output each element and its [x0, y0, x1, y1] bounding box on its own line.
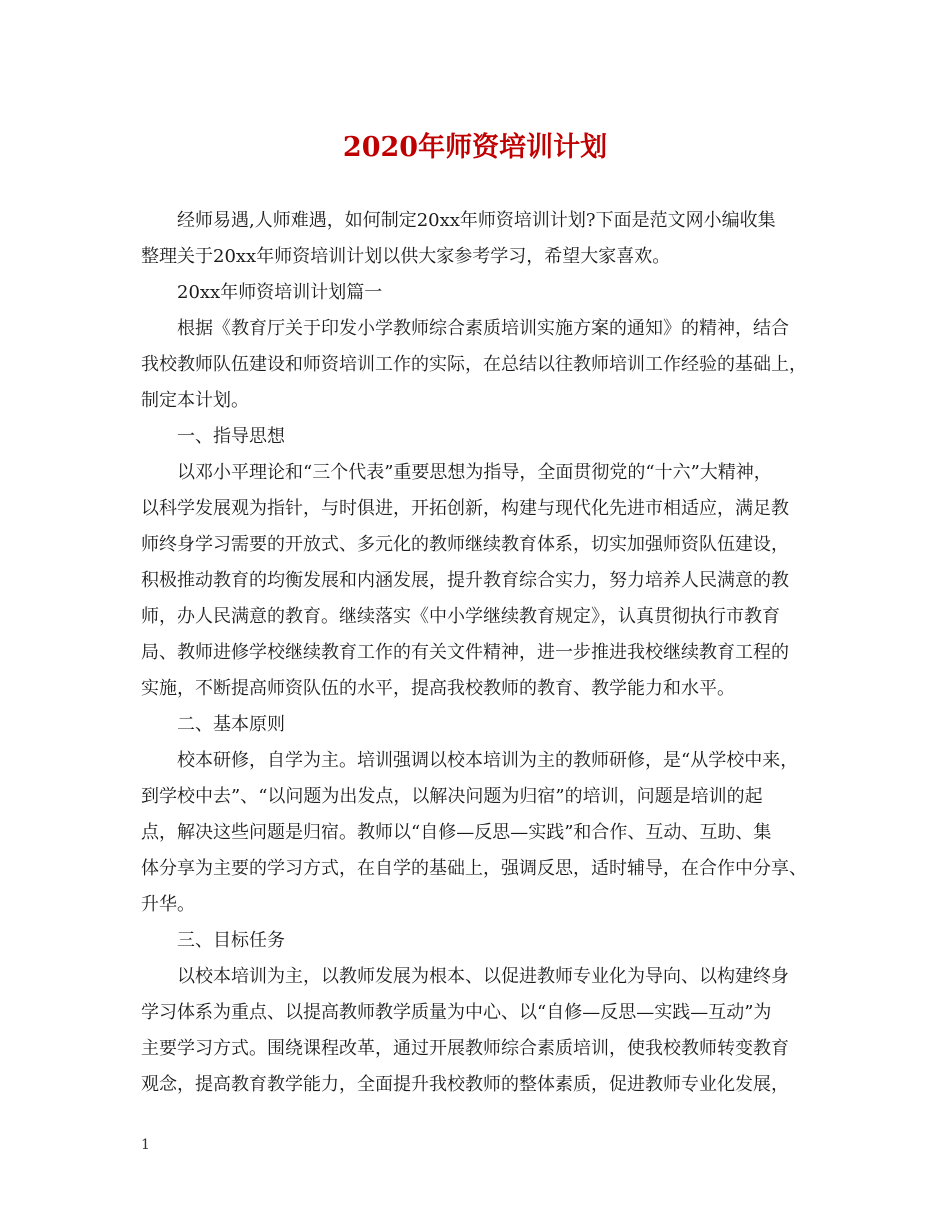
text-line: 局、教师进修学校继续教育工作的有关文件精神，进一步推进我校继续教育工程的 — [141, 642, 789, 663]
text-line: 二、基本原则 — [177, 714, 285, 735]
text-line: 学习体系为重点、以提高教师教学质量为中心、以“自修—反思—实践—互动”为 — [141, 1002, 772, 1023]
text-line: 实施，不断提高师资队伍的水平，提高我校教师的教育、教学能力和水平。 — [141, 678, 735, 699]
text-line: 师终身学习需要的开放式、多元化的教师继续教育体系，切实加强师资队伍建设， — [141, 534, 789, 555]
text-line: 20xx年师资培训计划篇一 — [177, 282, 383, 303]
text-line: 以校本培训为主，以教师发展为根本、以促进教师专业化为导向、以构建终身 — [177, 966, 789, 987]
text-line: 积极推动教育的均衡发展和内涵发展，提升教育综合实力，努力培养人民满意的教 — [141, 570, 789, 591]
document-body — [141, 203, 813, 1103]
text-line: 三、目标任务 — [177, 930, 285, 951]
text-line: 经师易遇,人师难遇，如何制定20xx年师资培训计划?下面是范文网小编收集 — [177, 210, 776, 231]
text-line: 根据《教育厅关于印发小学教师综合素质培训实施方案的通知》的精神，结合 — [177, 318, 789, 339]
text-line: 主要学习方式。围绕课程改革，通过开展教师综合素质培训，使我校教师转变教育 — [141, 1038, 789, 1059]
text-line: 我校教师队伍建设和师资培训工作的实际，在总结以往教师培训工作经验的基础上， — [141, 354, 807, 375]
text-line: 到学校中去”、“以问题为出发点，以解决问题为归宿”的培训，问题是培训的起 — [141, 786, 763, 807]
text-line: 观念，提高教育教学能力，全面提升我校教师的整体素质，促进教师专业化发展， — [141, 1074, 789, 1095]
text-line: 体分享为主要的学习方式，在自学的基础上，强调反思，适时辅导，在合作中分享、 — [141, 858, 807, 879]
text-line: 以邓小平理论和“三个代表”重要思想为指导，全面贯彻党的“十六”大精神， — [177, 462, 772, 483]
text-line: 一、指导思想 — [177, 426, 285, 447]
text-line: 升华。 — [141, 894, 195, 915]
text-line: 整理关于20xx年师资培训计划以供大家参考学习，希望大家喜欢。 — [141, 246, 671, 267]
text-line: 以科学发展观为指针，与时俱进，开拓创新，构建与现代化先进市相适应，满足教 — [141, 498, 789, 519]
text-line: 校本研修，自学为主。培训强调以校本培训为主的教师研修，是“从学校中来， — [177, 750, 799, 771]
text-line: 制定本计划。 — [141, 390, 249, 411]
document-title: 2020年师资培训计划 — [342, 132, 608, 163]
page-number: 1 — [141, 1137, 150, 1153]
text-line: 师，办人民满意的教育。继续落实《中小学继续教育规定》，认真贯彻执行市教育 — [141, 606, 780, 627]
text-line: 点，解决这些问题是归宿。教师以“自修—反思—实践”和合作、互动、互助、集 — [141, 822, 772, 843]
